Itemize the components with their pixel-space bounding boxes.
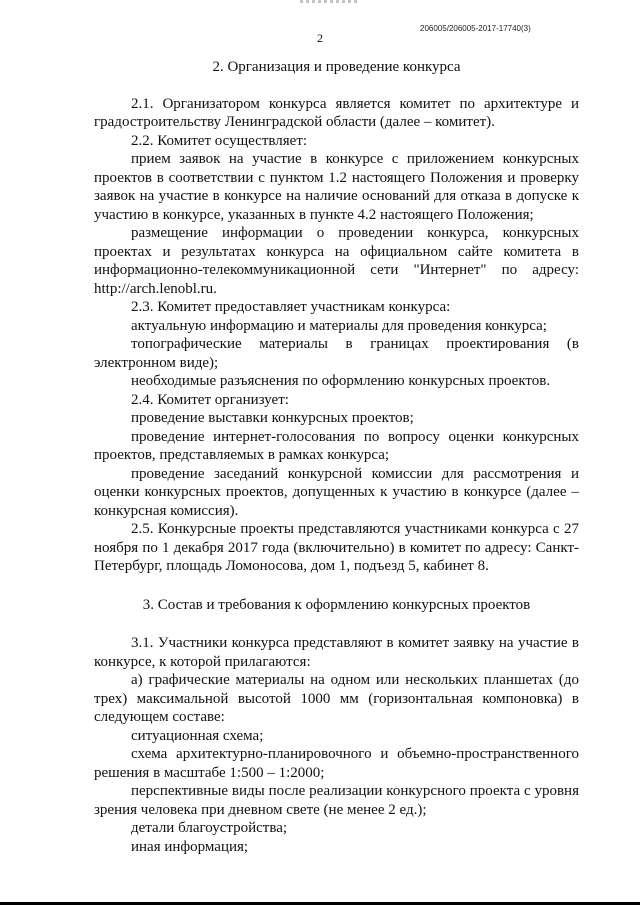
paragraph-2-4-item-1: проведение выставки конкурсных проектов; xyxy=(131,410,414,426)
document-id: 206005/206005-2017-17740(3) xyxy=(420,24,531,33)
list-item-situation-scheme: ситуационная схема; xyxy=(131,727,264,744)
paragraph-2-3-item-1: актуальную информацию и материалы для проведения конкурса; xyxy=(131,317,547,334)
page-number: 2 xyxy=(317,31,323,45)
paragraph-2-2: 2.2. Комитет осуществляет: xyxy=(131,132,308,149)
list-item-other-info: иная информация; xyxy=(131,838,249,855)
paragraph-2-4-item-2: проведение интернет-голосования по вопросу оценки конкурсных проектов, представляемых в рамках конкурса; xyxy=(94,428,579,463)
paragraph-2-2-item-1: прием заявок на участие в конкурсе с приложением конкурсных проектов в соответствии с пунктом 1.2 настоящего Положения и проверку заявок на участие в конкурсе на наличие оснований для отказа в допуске к участию в конкурсе, указанных в пункте 4.2 настоящего Положения; xyxy=(94,151,579,223)
list-item-landscaping-details: детали благоустройства; xyxy=(131,820,288,836)
paragraph-2-4-item-3: проведение заседаний конкурсной комиссии для рассмотрения и оценки конкурсных проектов, допущенных к участию в конкурсе (далее – конкурсная комиссия). xyxy=(94,465,579,519)
paragraph-2-2-item-2: размещение информации о проведении конкурса, конкурсных проектах и результатах конкурса на официальном сайте комитета в информационно-телекоммуникационной сети "Интернет" по адресу: http://arch.lenobl.ru. xyxy=(94,225,579,297)
list-item-planning-scheme: схема архитектурно-планировочного и объемно-пространственного решения в масштабе 1:500 – 1:2000; xyxy=(94,746,579,781)
document-body xyxy=(94,58,579,856)
paragraph-2-3-item-2: топографические материалы в границах проектирования (в электронном виде); xyxy=(94,336,579,371)
paragraph-2-3: 2.3. Комитет предоставляет участникам конкурса: xyxy=(131,299,451,315)
section-3-heading: 3. Состав и требования к оформлению конкурсных проектов xyxy=(142,596,531,613)
paragraph-2-3-item-3: необходимые разъяснения по оформлению конкурсных проектов. xyxy=(131,373,551,389)
list-item-perspective-views: перспективные виды после реализации конкурсного проекта с уровня зрения человека при дневном свете (не менее 2 ед.); xyxy=(94,783,579,818)
paragraph-3-1: 3.1. Участники конкурса представляют в комитет заявку на участие в конкурсе, к которой прилагаются: xyxy=(94,635,579,670)
paragraph-3-1-a: а) графические материалы на одном или нескольких планшетах (до трех) максимальной высотой 1000 мм (горизонтальная компоновка) в следующем составе: xyxy=(94,672,579,725)
paragraph-2-5: 2.5. Конкурсные проекты представляются участниками конкурса с 27 ноября по 1 декабря 2017 года (включительно) в комитет по адресу: Санкт-Петербург, площадь Ломоносова, дом 1, подъезд 5, кабинет 8. xyxy=(94,521,579,574)
scan-artifact-top xyxy=(300,0,360,3)
paragraph-2-1: 2.1. Организатором конкурса является комитет по архитектуре и градостроительству Ленинградской области (далее – комитет). xyxy=(94,95,579,130)
section-2-heading: 2. Организация и проведение конкурса xyxy=(212,59,461,75)
paragraph-2-4: 2.4. Комитет организует: xyxy=(131,391,289,408)
